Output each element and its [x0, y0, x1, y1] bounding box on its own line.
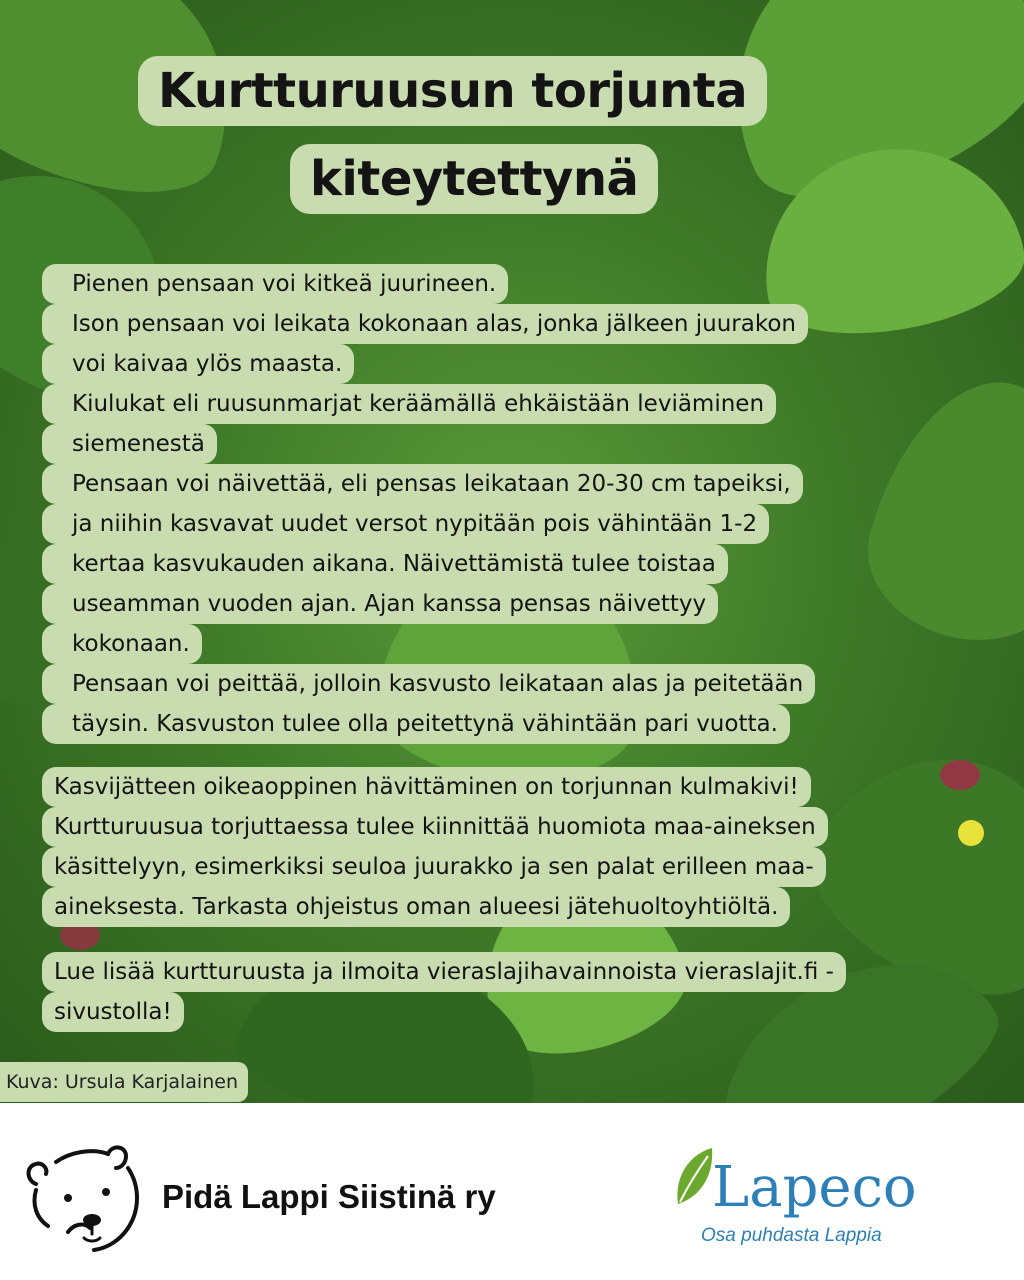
bullet-1-line-1: Pienen pensaan voi kitkeä juurineen.	[42, 264, 508, 304]
bullet-3-line-2: siemenestä	[42, 424, 217, 464]
paragraph-1-line-3: käsittelyyn, esimerkiksi seuloa juurakko ja sen palat erilleen maa-	[42, 847, 826, 887]
lapeco-wordmark: Lapeco	[712, 1155, 917, 1220]
bullet-2-line-2: voi kaivaa ylös maasta.	[42, 344, 354, 384]
paragraph-1-line-2: Kurtturuusua torjuttaessa tulee kiinnittää huomiota maa-aineksen	[42, 807, 828, 847]
org-name: Pidä Lappi Siistinä ry	[162, 1178, 496, 1215]
bullet-4-line-3: kertaa kasvukauden aikana. Näivettämistä tulee toistaa	[42, 544, 728, 584]
title-line-1: Kurtturuusun torjunta	[138, 56, 767, 126]
lapeco-tagline: Osa puhdasta Lappia	[701, 1225, 882, 1246]
paragraph-1-line-1: Kasvijätteen oikeaoppinen hävittäminen on torjunnan kulmakivi!	[42, 767, 811, 807]
bullet-4-line-5: kokonaan.	[42, 624, 202, 664]
leaf-logo-icon	[672, 1146, 716, 1210]
bullet-4-line-4: useamman vuoden ajan. Ajan kanssa pensas näivettyy	[42, 584, 718, 624]
bullet-2-line-1: Ison pensaan voi leikata kokonaan alas, jonka jälkeen juurakon	[42, 304, 808, 344]
photo-credit: Kuva: Ursula Karjalainen	[0, 1062, 248, 1102]
title-line-2: kiteytettynä	[290, 144, 658, 214]
bullet-4-line-1: Pensaan voi näivettää, eli pensas leikataan 20-30 cm tapeiksi,	[42, 464, 803, 504]
bear-logo-icon	[22, 1140, 146, 1252]
bullet-5-line-1: Pensaan voi peittää, jolloin kasvusto leikataan alas ja peitetään	[42, 664, 815, 704]
paragraph-2-line-2: sivustolla!	[42, 992, 184, 1032]
bullet-5-line-2: täysin. Kasvuston tulee olla peitettynä vähintään pari vuotta.	[42, 704, 790, 744]
paragraph-1-line-4: aineksesta. Tarkasta ohjeistus oman alueesi jätehuoltoyhtiöltä.	[42, 887, 790, 927]
paragraph-2-line-1: Lue lisää kurtturuusta ja ilmoita vieraslajihavainnoista vieraslajit.fi -	[42, 952, 846, 992]
bullet-4-line-2: ja niihin kasvavat uudet versot nypitään pois vähintään 1-2	[42, 504, 769, 544]
bullet-3-line-1: Kiulukat eli ruusunmarjat keräämällä ehkäistään leviäminen	[42, 384, 776, 424]
